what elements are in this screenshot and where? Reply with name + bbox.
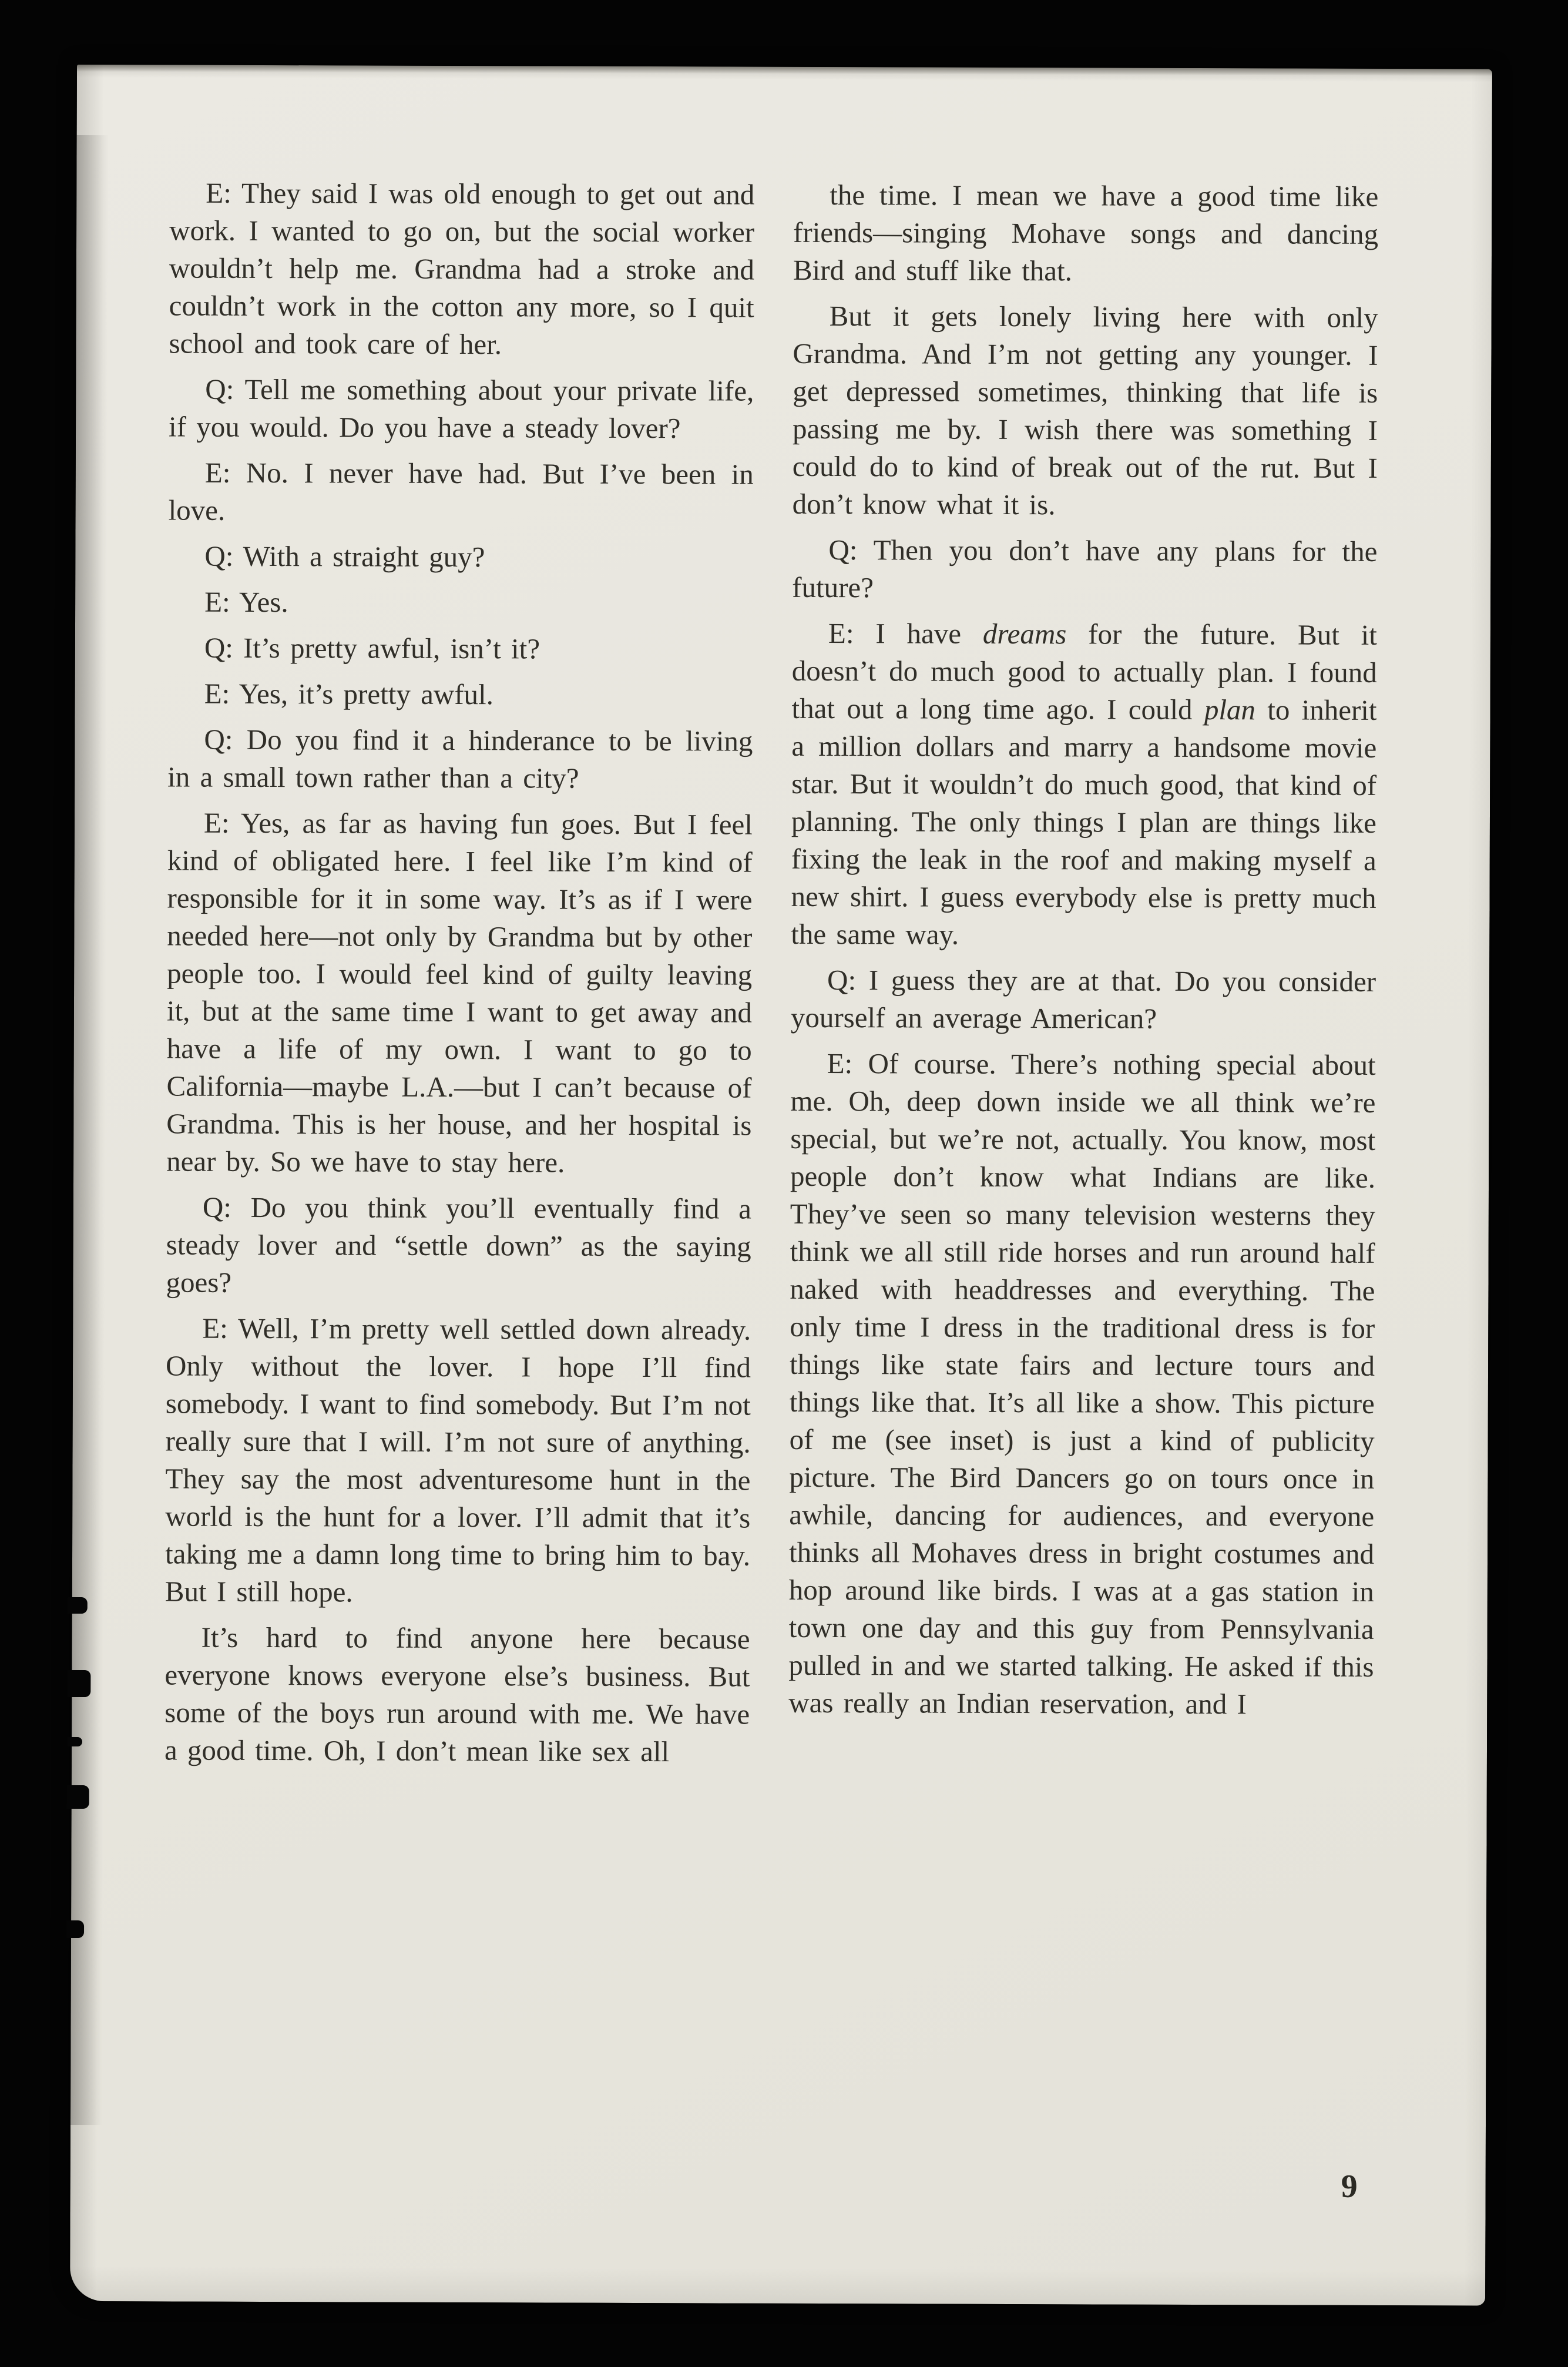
paragraph	[167, 720, 753, 797]
page-edge-notch	[68, 1597, 88, 1614]
page-edge-notch	[67, 1670, 90, 1697]
left-column	[164, 174, 755, 1771]
page-edge-notch	[67, 1785, 89, 1809]
text-run: Q: Do you find it a hinderance to be living in a small town rather than a city?	[167, 723, 753, 794]
page-text-area	[164, 174, 1379, 1772]
page-top-edge-shadow	[77, 65, 1492, 76]
paragraph	[169, 454, 754, 531]
text-run: Q: Do you think you’ll eventually find a steady lover and “settle down” as the saying goes?	[166, 1191, 751, 1299]
text-run: Q: I guess they are at that. Do you consider yourself an average American?	[790, 964, 1376, 1035]
text-run: E: I have	[828, 617, 983, 650]
text-run: Q: Tell me something about your private life, if you would. Do you have a steady lover?	[168, 373, 754, 445]
spine-shadow	[70, 135, 109, 2125]
italic-text-run: dreams	[982, 617, 1067, 651]
text-run: for the future. But it doesn’t do much good to actually plan. I found that out a long time ago. I could	[791, 618, 1378, 726]
text-run: Q: With a straight guy?	[204, 539, 485, 574]
paragraph	[169, 174, 754, 364]
text-run: E: Well, I’m pretty well settled down already. Only without the lover. I hope I’ll find somebody. I want to find somebody. But I’m not really sure that I will. I’m not sure of anything. They say the most adventuresome hunt in the world is the hunt for a lover. I’ll admit that it’s taking me a damn long time to bring him to bay. But I still hope.	[164, 1312, 751, 1608]
text-run: E: Of course. There’s nothing special about me. Oh, deep down inside we all think we’re special, but we’re not, actually. You know, most people don’t know what Indians are like. They’ve seen so many television westerns they think we all still ride horses and run around half naked with headdresses and everything. The only time I dress in the traditional dress is for things like state fairs and lecture tours and things like that. It’s all like a show. This picture of me (see inset) is just a kind of publicity picture. The Bird Dancers go on tours once in awhile, dancing for audiences, and everyone thinks all Mohaves dress in bright costumes and hop around like birds. I was at a gas station in town one day and this guy from Pennsylvania pulled in and we started talking. He asked if this was really an Indian reservation, and I	[788, 1047, 1376, 1721]
text-run: Q: It’s pretty awful, isn’t it?	[204, 631, 540, 665]
text-run: Q: Then you don’t have any plans for the future?	[792, 534, 1378, 604]
text-run: E: Yes, it’s pretty awful.	[204, 677, 494, 711]
paragraph	[168, 675, 753, 714]
paragraph	[792, 531, 1377, 608]
paragraph	[168, 583, 753, 622]
book-page	[70, 65, 1492, 2306]
italic-text-run: plan	[1204, 693, 1256, 726]
page-number: 9	[1341, 2168, 1358, 2205]
text-run: E: They said I was old enough to get out and work. I wanted to go on, but the social worker wouldn’t help me. Grandma had a stroke and couldn’t work in the cotton any more, so I quit school and took care of her.	[169, 176, 755, 361]
paragraph	[168, 537, 753, 576]
paragraph	[788, 1045, 1376, 1724]
text-run: E: No. I never have had. But I’ve been in love.	[168, 456, 754, 527]
text-run: It’s hard to find anyone here because everyone knows everyone else’s business. But some of the boys run around with me. We have a good time. Oh, I don’t mean like sex all	[164, 1621, 750, 1768]
paragraph	[166, 804, 753, 1182]
paragraph	[791, 615, 1377, 955]
paragraph	[793, 297, 1378, 525]
paragraph	[791, 961, 1376, 1038]
text-run: E: Yes.	[204, 585, 288, 619]
page-edge-notch	[66, 1920, 84, 1938]
paragraph	[169, 370, 754, 447]
paragraph	[793, 176, 1379, 291]
right-column	[788, 176, 1379, 1773]
text-run: the time. I mean we have a good time like friends—singing Mohave songs and dancing Bird and stuff like that.	[793, 179, 1379, 287]
text-run: But it gets lonely living here with only Grandma. And I’m not getting any younger. I get depressed sometimes, thinking that life is passing me by. I wish there was something I could do to kind of break out of the rut. But I don’t know what it is.	[792, 300, 1378, 521]
page-edge-notch	[67, 1737, 82, 1746]
text-run: to inherit a million dollars and marry a handsome movie star. But it wouldn’t do much good, that kind of planning. The only things I plan are things like fixing the leak in the roof and making myself a new shirt. I guess everybody else is pretty much the same way.	[791, 693, 1377, 951]
paragraph	[168, 629, 753, 668]
paragraph	[165, 1309, 751, 1612]
paragraph	[166, 1188, 751, 1303]
paragraph	[164, 1618, 750, 1771]
text-run: E: Yes, as far as having fun goes. But I feel kind of obligated here. I feel like I’m kind of responsible for it in some way. It’s as if I were needed here—not only by Grandma but by other people too. I would feel kind of guilty leaving it, but at the same time I want to get away and have a life of my own. I want to go to California—maybe L.A.—but I can’t because of Grandma. This is her house, and her hospital is near by. So we have to stay here.	[166, 806, 753, 1179]
